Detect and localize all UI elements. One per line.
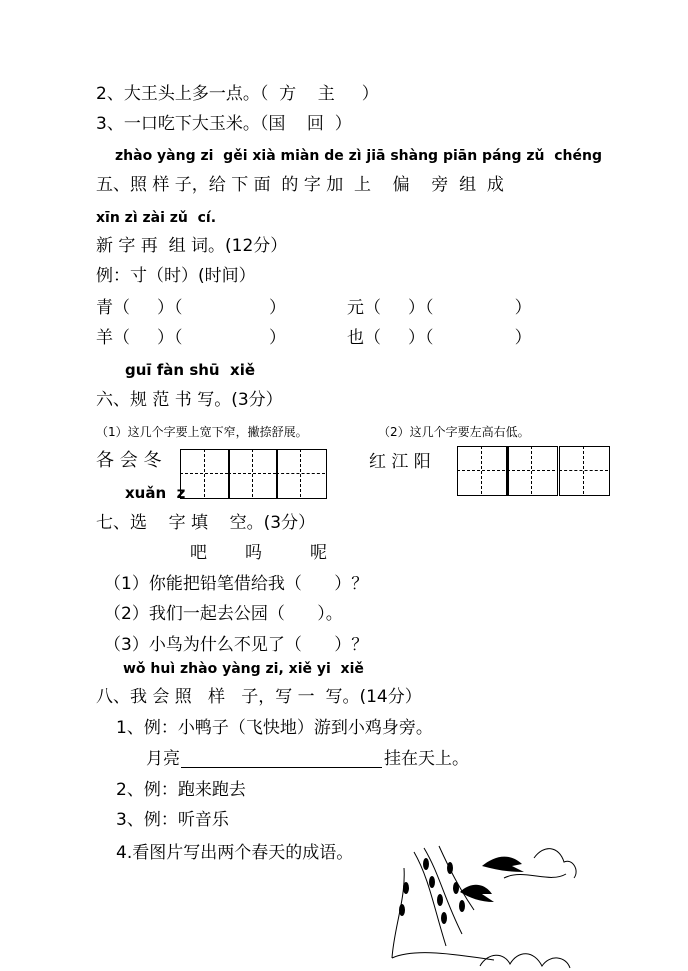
section5-pinyin: zhào yàng zi gěi xià miàn de zì jiā shàng piān páng zǔ chéng: [115, 148, 602, 164]
section8-q3: 3、例：听音乐: [116, 810, 229, 830]
section8-q1: 1、例：小鸭子（飞快地）游到小鸡身旁。: [116, 718, 433, 738]
section6-title: 六、规 范 书 写。(3分）: [96, 390, 283, 410]
section6-note-2: （2）这几个字要左高右低。: [378, 425, 530, 439]
section8-q1-suffix: 挂在天上。: [384, 749, 469, 769]
section7-q3: （3）小鸟为什么不见了（ ）？: [104, 635, 369, 655]
section7-option-3: 呢: [310, 543, 327, 563]
section8-title: 八、我 会 照 样 子，写 一 写。(14分）: [96, 687, 422, 707]
section6-note-1: （1）这几个字要上宽下窄，撇捺舒展。: [96, 425, 308, 439]
section5-pinyin-2: xīn zì zài zǔ cí.: [96, 210, 217, 226]
question-3: 3、一口吃下大玉米。（国 回 ）: [96, 114, 352, 134]
section5-row2-left: 羊（ ）（ ）: [96, 328, 286, 348]
section7-option-2: 吗: [245, 543, 262, 563]
section6-chars-right: 红 江 阳: [369, 452, 431, 472]
section8-q2: 2、例：跑来跑去: [116, 780, 246, 800]
section7-pinyin: xuǎn z: [125, 484, 186, 502]
section5-row1-left: 青（ ）（ ）: [96, 298, 286, 318]
answer-line[interactable]: [181, 767, 382, 768]
section5-example: 例：寸（时）(时间）: [96, 266, 256, 286]
section5-row1-right: 元（ ）（ ）: [347, 298, 532, 318]
section8-q1-prefix: 月亮: [146, 749, 180, 769]
section8-q4: 4.看图片写出两个春天的成语。: [116, 843, 354, 863]
section6-pinyin: guī fàn shū xiě: [125, 361, 256, 379]
section8-pinyin: wǒ huì zhào yàng zi, xiě yi xiě: [123, 661, 364, 677]
section6-chars-left: 各 会 冬: [96, 450, 162, 471]
section7-option-1: 吧: [190, 543, 207, 563]
section7-q1: （1）你能把铅笔借给我（ ）？: [104, 574, 369, 594]
question-2: 2、大王头上多一点。（ 方 主 ）: [96, 84, 379, 104]
section5-title-cont: 新 字 再 组 词。(12分）: [96, 236, 288, 256]
section7-q2: （2）我们一起去公园（ ）。: [104, 604, 343, 624]
section5-row2-right: 也（ ）（ ）: [347, 328, 532, 348]
spring-illustration: [384, 838, 584, 970]
section5-title: 五、照 样 子，给 下 面 的 字 加 上 偏 旁 组 成: [96, 175, 504, 195]
section7-title: 七、选 字 填 空。(3分）: [96, 513, 316, 533]
